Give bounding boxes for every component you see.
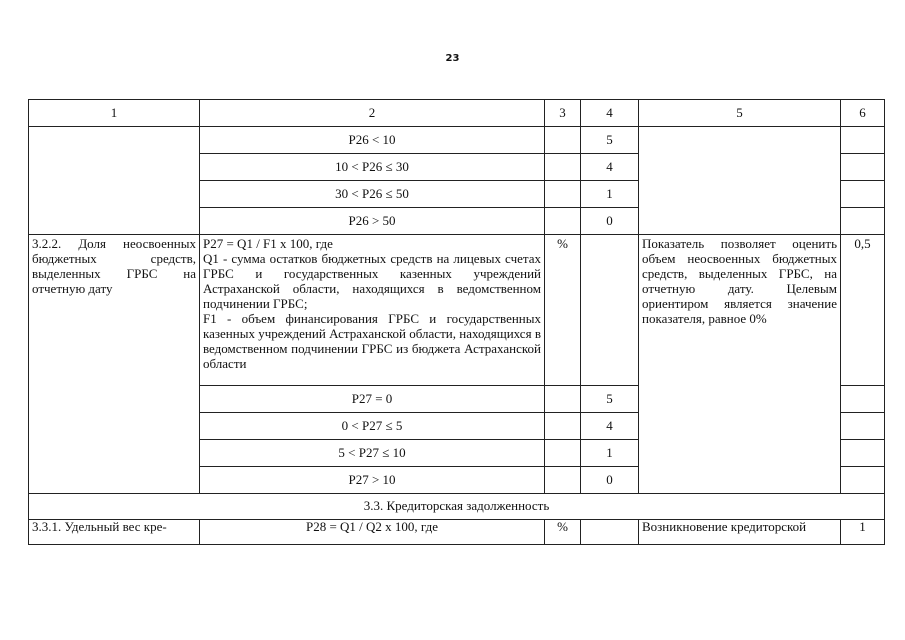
empty-cell — [841, 413, 885, 440]
table-row — [29, 127, 885, 154]
score-cell: 0 — [581, 467, 639, 494]
indicator-row — [29, 520, 885, 545]
score-cell: 1 — [581, 181, 639, 208]
score-cell: 4 — [581, 154, 639, 181]
empty-cell — [545, 154, 581, 181]
indicator-name: 3.2.2. Доля неосвоенных бюджетных средств, выделенных ГРБС на отчетную дату — [29, 235, 200, 494]
condition-cell: 0 < Р27 ≤ 5 — [200, 413, 545, 440]
condition-cell: Р27 = 0 — [200, 386, 545, 413]
unit-cell: % — [545, 235, 581, 386]
weight-cell: 1 — [841, 520, 885, 545]
empty-cell — [545, 181, 581, 208]
score-cell: 5 — [581, 127, 639, 154]
formula-main: Р27 = Q1 / F1 х 100, где — [203, 236, 333, 251]
empty-cell — [639, 127, 841, 235]
empty-cell — [545, 386, 581, 413]
formula-main: Р28 = Q1 / Q2 х 100, где — [200, 520, 545, 545]
empty-cell — [841, 467, 885, 494]
header-cell: 3 — [545, 100, 581, 127]
indicator-name: 3.3.1. Удельный вес кре- — [29, 520, 200, 545]
page-number: 23 — [445, 53, 460, 64]
empty-cell — [841, 127, 885, 154]
condition-cell: 5 < Р27 ≤ 10 — [200, 440, 545, 467]
indicator-table — [28, 99, 885, 545]
header-cell: 6 — [841, 100, 885, 127]
comment-cell: Показатель позволяет оценить объем неосвоенных бюджетных средств, выделенных ГРБС, на отчетную дату. Целевым ориентиром является значение показателя, равное 0% — [639, 235, 841, 494]
score-cell: 0 — [581, 208, 639, 235]
formula-cell — [200, 235, 545, 386]
empty-cell — [581, 235, 639, 386]
header-cell: 4 — [581, 100, 639, 127]
empty-cell — [29, 127, 200, 235]
empty-cell — [841, 154, 885, 181]
empty-cell — [841, 440, 885, 467]
header-cell: 1 — [29, 100, 200, 127]
empty-cell — [841, 386, 885, 413]
comment-cell: Возникновение кредиторской — [639, 520, 841, 545]
condition-cell: Р26 > 50 — [200, 208, 545, 235]
header-cell: 2 — [200, 100, 545, 127]
empty-cell — [841, 208, 885, 235]
table-header-row — [29, 100, 885, 127]
condition-cell: 30 < Р26 ≤ 50 — [200, 181, 545, 208]
formula-f-definition: F1 - объем финансирования ГРБС и государственных казенных учреждений Астраханской области, находящихся в ведомственном подчинении ГРБС из бюджета Астраханской области — [203, 310, 541, 371]
section-title: 3.3. Кредиторская задолженность — [29, 494, 885, 520]
unit-cell: % — [545, 520, 581, 545]
empty-cell — [545, 413, 581, 440]
score-cell: 1 — [581, 440, 639, 467]
empty-cell — [545, 440, 581, 467]
empty-cell — [545, 208, 581, 235]
score-cell: 5 — [581, 386, 639, 413]
empty-cell — [581, 520, 639, 545]
empty-cell — [841, 181, 885, 208]
condition-cell: Р27 > 10 — [200, 467, 545, 494]
empty-cell — [545, 127, 581, 154]
section-row — [29, 494, 885, 520]
header-cell: 5 — [639, 100, 841, 127]
score-cell: 4 — [581, 413, 639, 440]
condition-cell: Р26 < 10 — [200, 127, 545, 154]
indicator-row — [29, 235, 885, 386]
condition-cell: 10 < Р26 ≤ 30 — [200, 154, 545, 181]
formula-q-definition: Q1 - сумма остатков бюджетных средств на лицевых счетах ГРБС и государственных казенных учреждений Астраханской области, находящихся в ведомственном подчинении ГРБС; — [203, 250, 541, 311]
weight-cell: 0,5 — [841, 235, 885, 386]
empty-cell — [545, 467, 581, 494]
